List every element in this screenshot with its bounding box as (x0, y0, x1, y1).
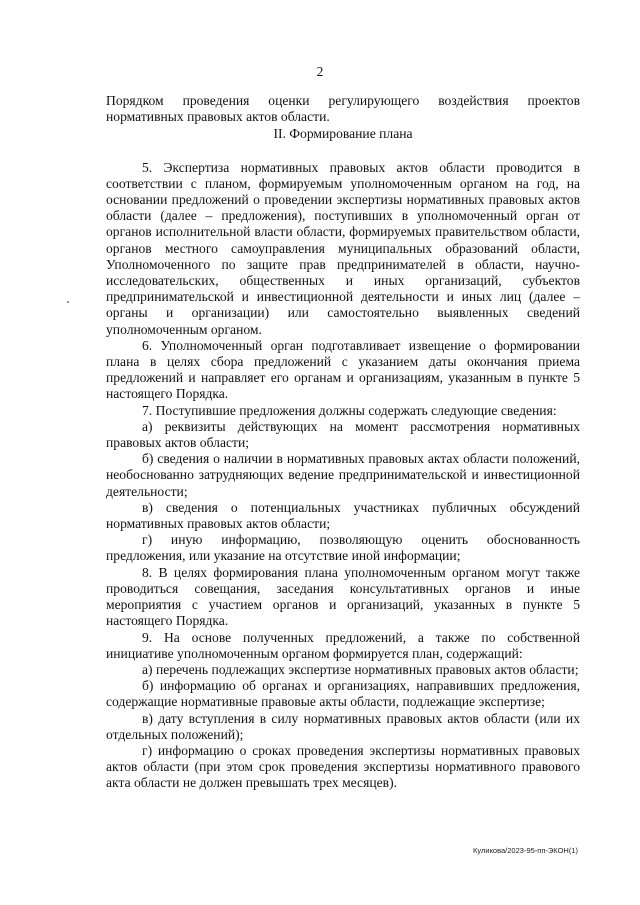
paragraph-7-item-a: а) реквизиты действующих на момент рассмотрения нормативных правовых актов области; (106, 418, 580, 451)
page-number: 2 (316, 64, 324, 79)
footer-reference: Куликова/2023-95-пп-ЭКОН(1) (473, 846, 578, 855)
paragraph-7-item-g: г) иную информацию, позволяющую оценить обоснованность предложения, или указание на отсутствие иной информации; (106, 532, 580, 564)
paragraph-9-item-b: б) информацию об органах и организациях, направивших предложения, содержащие нормативные правовые акты области, подлежащие экспертизе; (106, 678, 580, 710)
paragraph-9-item-a: а) перечень подлежащих экспертизе нормативных правовых актов области; (142, 661, 579, 677)
paragraph-8: 8. В целях формирования плана уполномоченным органом могут также проводиться совещания, заседания консультативных органов и иные мероприятия с участием органов и организаций, указанных в пункте 5 настоящего Порядка. (106, 564, 580, 629)
paragraph-9-item-g: г) информацию о сроках проведения экспертизы нормативных правовых актов области (при этом срок проведения экспертизы нормативного правового акта области не должен превышать трех месяцев). (106, 742, 580, 791)
intro-paragraph: Порядком проведения оценки регулирующего воздействия проектов нормативных правовых актов области. (106, 93, 580, 125)
paragraph-9-item-v: в) дату вступления в силу нормативных правовых актов области (или их отдельных положений); (106, 710, 580, 742)
paragraph-7-item-v: в) сведения о потенциальных участниках публичных обсуждений нормативных правовых актов области; (106, 499, 580, 532)
document-body (106, 93, 580, 792)
paragraph-9: 9. На основе полученных предложений, а также по собственной инициативе уполномоченным органом формируется план, содержащий: (106, 629, 580, 661)
paragraph-7-item-b: б) сведения о наличии в нормативных правовых актах области положений, необоснованно затрудняющих ведение предпринимательской и инвестиционной деятельности; (106, 451, 580, 499)
paragraph-5: 5. Экспертиза нормативных правовых актов области проводится в соответствии с планом, формируемым уполномоченным органом на год, на основании предложений о проведении экспертизы нормативных правовых актов области (далее – предложения), поступивших в уполномоченный орган от органов исполнительной власти области, формируемых правительством области, органов местного самоуправления муниципальных образований области, Уполномоченного по защите прав предпринимателей в области, научно-исследовательских, общественных и иных организаций, субъектов предпринимательской и инвестиционной деятельности и иных лиц (далее – органы и организации) или самостоятельно выявленных сведений уполномоченным органом. (106, 159, 580, 337)
paragraph-7: 7. Поступившие предложения должны содержать следующие сведения: (142, 402, 557, 418)
paragraph-6: 6. Уполномоченный орган подготавливает извещение о формировании плана в целях сбора предложений с указанием даты окончания приема предложений и направляет его органам и организациям, указанным в пункте 5 настоящего Порядка. (106, 337, 580, 402)
section-heading: II. Формирование плана (273, 126, 413, 142)
scan-speck (67, 301, 69, 303)
